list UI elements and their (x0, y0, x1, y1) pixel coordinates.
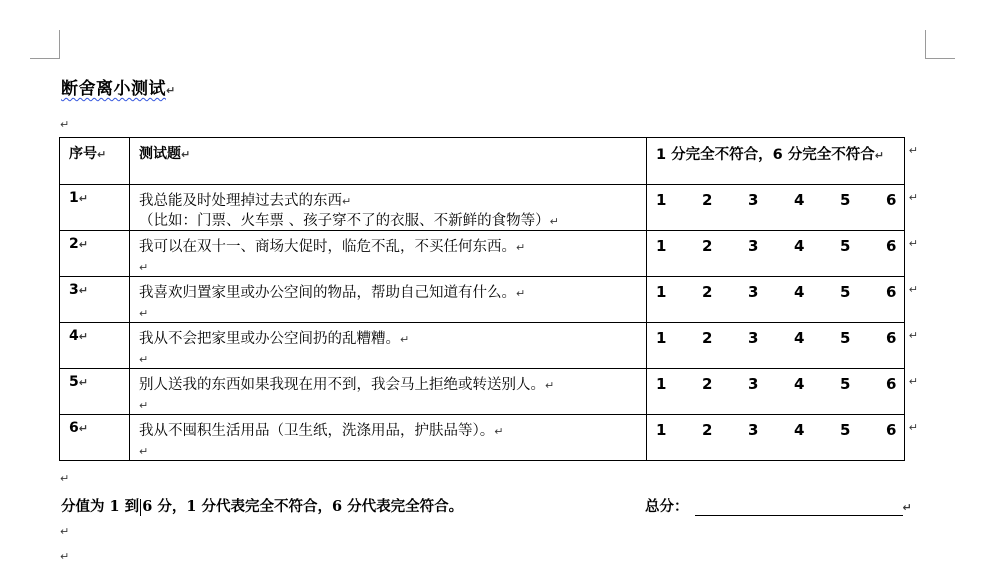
paragraph-mark-icon: ↵ (97, 148, 107, 161)
question-line1: 我总能及时处理掉过去式的东西 (139, 193, 342, 209)
row-end-mark-icon: ↵ (908, 421, 918, 434)
index-cell[interactable] (60, 323, 130, 369)
paragraph-mark-icon: ↵ (139, 307, 149, 320)
paragraph-mark-icon: ↵ (60, 118, 70, 131)
score-option[interactable]: 4 (794, 283, 805, 301)
score-option[interactable]: 3 (748, 375, 759, 393)
total-label: 总分： (645, 499, 689, 515)
paragraph-mark-icon: ↵ (78, 330, 88, 343)
crop-mark-top-left-v (59, 30, 60, 59)
paragraph-mark-icon: ↵ (494, 425, 504, 438)
table-header-row (60, 138, 905, 185)
paragraph-mark-icon: ↵ (516, 241, 526, 254)
row-index: 3 (69, 282, 79, 298)
header-index: 序号 (69, 146, 97, 162)
paragraph-mark-icon: ↵ (139, 353, 149, 366)
paragraph-mark-icon: ↵ (60, 472, 70, 485)
total-blank-line[interactable] (695, 499, 903, 516)
row-end-mark-icon: ↵ (908, 283, 918, 296)
score-cell[interactable] (647, 415, 918, 461)
index-cell[interactable] (60, 369, 130, 415)
question-cell[interactable] (130, 277, 647, 323)
score-option[interactable]: 2 (702, 191, 713, 209)
row-index: 1 (69, 190, 79, 206)
row-end-mark-icon: ↵ (908, 237, 918, 250)
score-option[interactable]: 4 (794, 375, 805, 393)
question-line1: 我喜欢归置家里或办公空间的物品，帮助自己知道有什么。 (139, 285, 516, 301)
question-line1: 我从不会把家里或办公空间扔的乱糟糟。 (139, 331, 400, 347)
header-scale-cell[interactable] (647, 138, 918, 185)
score-option[interactable]: 1 (656, 283, 667, 301)
paragraph-mark-icon: ↵ (78, 284, 88, 297)
header-question-cell[interactable] (130, 138, 647, 185)
table-row (60, 185, 905, 231)
quiz-table (59, 137, 918, 461)
score-option[interactable]: 3 (748, 421, 759, 439)
row-end-mark-icon: ↵ (908, 375, 918, 388)
score-option[interactable]: 2 (702, 375, 713, 393)
score-option[interactable]: 5 (840, 421, 851, 439)
score-option[interactable]: 5 (840, 237, 851, 255)
paragraph-mark-icon: ↵ (78, 192, 88, 205)
table-row (60, 323, 905, 369)
paragraph-mark-icon: ↵ (549, 215, 559, 228)
score-option[interactable]: 1 (656, 191, 667, 209)
score-option[interactable]: 3 (748, 237, 759, 255)
crop-mark-top-left-h (30, 58, 60, 59)
document-title[interactable] (61, 74, 176, 99)
question-cell[interactable] (130, 185, 647, 231)
paragraph-mark-icon: ↵ (874, 149, 884, 162)
paragraph-mark-icon: ↵ (139, 445, 149, 458)
question-line2: （比如：门票、火车票 、孩子穿不了的衣服、不新鲜的食物等） (139, 213, 550, 229)
row-end-mark-icon: ↵ (908, 191, 918, 204)
score-option[interactable]: 5 (840, 283, 851, 301)
score-option[interactable]: 4 (794, 191, 805, 209)
score-option[interactable]: 3 (748, 191, 759, 209)
title-text: 断舍离小测试 (61, 79, 166, 99)
score-option[interactable]: 6 (886, 283, 897, 301)
score-option[interactable]: 6 (886, 329, 897, 347)
score-option[interactable]: 4 (794, 329, 805, 347)
index-cell[interactable] (60, 415, 130, 461)
question-cell[interactable] (130, 415, 647, 461)
table-row (60, 277, 905, 323)
score-option[interactable]: 6 (886, 191, 897, 209)
score-option[interactable]: 1 (656, 329, 667, 347)
score-option[interactable]: 1 (656, 375, 667, 393)
paragraph-mark-icon: ↵ (78, 422, 88, 435)
row-index: 5 (69, 374, 79, 390)
header-scale: 1 分完全不符合，6 分完全不符合 (656, 147, 875, 163)
score-option[interactable]: 2 (702, 237, 713, 255)
paragraph-mark-icon: ↵ (139, 261, 149, 274)
score-option[interactable]: 5 (840, 375, 851, 393)
score-option[interactable]: 5 (840, 191, 851, 209)
scoring-note-part1: 分值为 1 到 (61, 498, 140, 515)
score-cell[interactable] (647, 323, 918, 369)
score-cell[interactable] (647, 277, 918, 323)
question-cell[interactable] (130, 323, 647, 369)
score-cell[interactable] (647, 185, 918, 231)
scoring-note-part2: 6 分，1 分代表完全不符合，6 分代表完全符合。 (142, 498, 464, 515)
table-row (60, 369, 905, 415)
index-cell[interactable] (60, 277, 130, 323)
paragraph-mark-icon: ↵ (60, 525, 70, 538)
score-option[interactable]: 6 (886, 421, 897, 439)
score-option[interactable]: 5 (840, 329, 851, 347)
header-question: 测试题 (139, 146, 181, 162)
score-option[interactable]: 3 (748, 283, 759, 301)
paragraph-mark-icon: ↵ (516, 287, 526, 300)
paragraph-mark-icon: ↵ (181, 148, 191, 161)
question-line1: 我从不囤积生活用品（卫生纸，洗涤用品，护肤品等）。 (139, 423, 495, 439)
scoring-note[interactable] (61, 495, 463, 516)
index-cell[interactable] (60, 231, 130, 277)
score-option[interactable]: 2 (702, 283, 713, 301)
paragraph-mark-icon: ↵ (78, 238, 88, 251)
paragraph-mark-icon: ↵ (139, 399, 149, 412)
score-option[interactable]: 1 (656, 421, 667, 439)
row-index: 2 (69, 236, 79, 252)
question-line1: 别人送我的东西如果我现在用不到，我会马上拒绝或转送别人。 (139, 377, 545, 393)
paragraph-mark-icon: ↵ (166, 84, 176, 97)
question-cell[interactable] (130, 231, 647, 277)
question-cell[interactable] (130, 369, 647, 415)
paragraph-mark-icon: ↵ (342, 195, 352, 208)
crop-mark-top-right-v (925, 30, 926, 59)
score-cell[interactable] (647, 369, 918, 415)
score-option[interactable]: 6 (886, 237, 897, 255)
index-cell[interactable] (60, 185, 130, 231)
row-index: 6 (69, 420, 79, 436)
header-index-cell[interactable] (60, 138, 130, 185)
score-option[interactable]: 2 (702, 329, 713, 347)
score-option[interactable]: 6 (886, 375, 897, 393)
paragraph-mark-icon: ↵ (902, 501, 912, 514)
paragraph-mark-icon: ↵ (78, 376, 88, 389)
score-option[interactable]: 2 (702, 421, 713, 439)
score-option[interactable]: 3 (748, 329, 759, 347)
table-row (60, 231, 905, 277)
total-score-field[interactable] (645, 495, 912, 516)
row-index: 4 (69, 328, 79, 344)
question-line1: 我可以在双十一、商场大促时，临危不乱，不买任何东西。 (139, 239, 516, 255)
paragraph-mark-icon: ↵ (545, 379, 555, 392)
table-row (60, 415, 905, 461)
score-option[interactable]: 1 (656, 237, 667, 255)
crop-mark-top-right-h (925, 58, 955, 59)
score-option[interactable]: 4 (794, 237, 805, 255)
row-end-mark-icon: ↵ (908, 144, 918, 157)
row-end-mark-icon: ↵ (908, 329, 918, 342)
paragraph-mark-icon: ↵ (60, 550, 70, 563)
paragraph-mark-icon: ↵ (400, 333, 410, 346)
score-option[interactable]: 4 (794, 421, 805, 439)
score-cell[interactable] (647, 231, 918, 277)
